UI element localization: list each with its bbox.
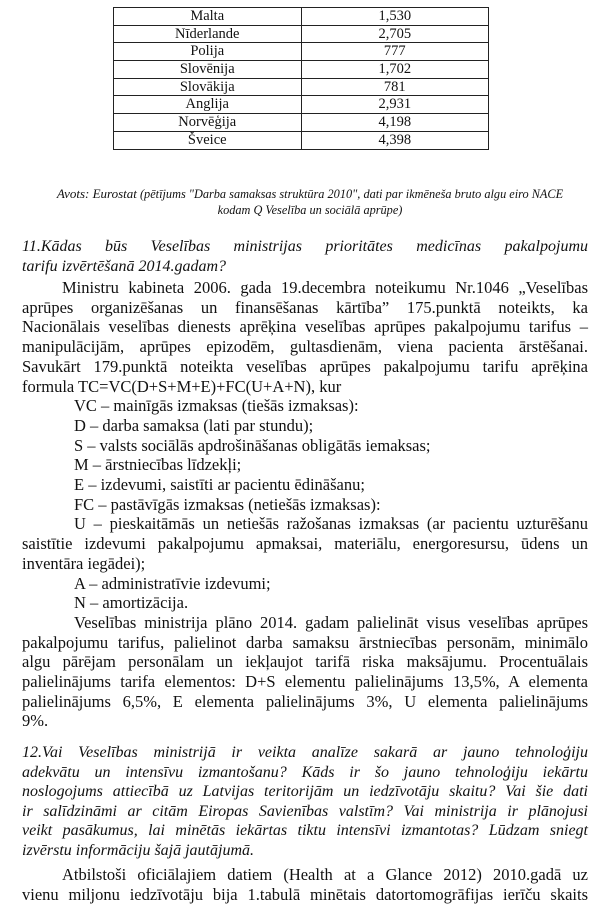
formula-term: VC – mainīgās izmaksas (tiešās izmaksas):: [74, 396, 359, 416]
country-cell: Malta: [114, 8, 302, 26]
table-row: [114, 8, 489, 26]
country-cell: Anglija: [114, 96, 302, 114]
answer-line: pakalpojumu tarifus, palielinot darba samaksu ārstniecības personām, minimālo: [22, 632, 588, 652]
country-cell: Polija: [114, 43, 302, 61]
value-cell: 2,931: [301, 96, 489, 114]
question-12: [22, 743, 588, 861]
table-row: [114, 61, 489, 79]
answer-line: Nacionālais veselības dienests aprēķina veselības aprūpes pakalpojumu tarifus –: [22, 317, 588, 337]
value-cell: 1,530: [301, 8, 489, 26]
question-11: [22, 237, 588, 276]
answer-line: inventāra iegādei);: [22, 553, 146, 573]
table-row: [114, 78, 489, 96]
value-cell: 2,705: [301, 25, 489, 43]
answer-line: Veselības ministrija plāno 2014. gadam palielināt visus veselības aprūpes: [74, 612, 588, 632]
formula-term: A – administratīvie izdevumi;: [74, 573, 271, 593]
question-line: 11.Kādas būs Veselības ministrijas prioritātes medicīnas pakalpojumu: [22, 238, 588, 255]
source-text: kodam Q Veselība un sociālā aprūpe): [217, 203, 403, 217]
country-cell: Slovēnija: [114, 61, 302, 79]
formula-term: E – izdevumi, saistīti ar pacientu ēdināšanu;: [74, 475, 365, 495]
table-row: [114, 131, 489, 149]
formula-term: FC – pastāvīgās izmaksas (netiešās izmaksas):: [74, 494, 381, 514]
question-line: noslogojums attiecībā uz Latvijas teritorijām un iedzīvotāju skaitu? Vai šie dati: [22, 783, 588, 801]
question-line: tarifu izvērtēšanā 2014.gadam?: [22, 257, 226, 275]
answer-line: formula TC=VC(D+S+M+E)+FC(U+A+N), kur: [22, 376, 342, 396]
value-cell: 781: [301, 78, 489, 96]
source-label: Avots: Eurostat: [56, 186, 137, 201]
answer-line: vienu miljonu iedzīvotāju bija 1.tabulā minētais datortomogrāfijas ierīču skaits: [22, 884, 588, 904]
formula-term: S – valsts sociālās apdrošināšanas obligātās iemaksas;: [74, 435, 431, 455]
question-line: veikt pasākumus, lai minētās iekārtas tiktu intensīvi izmantotas? Lūdzam sniegt: [22, 822, 588, 840]
formula-term: M – ārstniecības līdzekļi;: [74, 455, 242, 475]
value-cell: 1,702: [301, 61, 489, 79]
answer-12: [22, 865, 588, 904]
table-row: [114, 43, 489, 61]
answer-line: saistītie izdevumi pakalpojumu apmaksai, materiālu, energoresursu, ūdens un: [22, 534, 588, 554]
answer-line: 9%.: [22, 711, 49, 731]
answer-line: aprūpes organizēšanas un finansēšanas kārtība” 175.punktā noteikts, ka: [22, 297, 588, 317]
country-cell: Nīderlande: [114, 25, 302, 43]
answer-line: algu pārējam personālam un iekļaujot tarifā riska maksājumu. Procentuālais: [22, 652, 588, 672]
value-cell: 4,198: [301, 114, 489, 132]
question-line: izvērstu informāciju šajā jautājumā.: [22, 841, 254, 859]
country-cell: Šveice: [114, 131, 302, 149]
table-row: [114, 25, 489, 43]
country-cell: Slovākija: [114, 78, 302, 96]
answer-line: manipulācijām, aprūpes epizodēm, gultasdienām, viena pacienta ārstēšanai.: [22, 337, 588, 357]
formula-term: N – amortizācija.: [74, 593, 189, 613]
wage-table: [113, 7, 489, 150]
question-line: 12.Vai Veselības ministrijā ir veikta analīze sakarā ar jauno tehnoloģiju: [22, 744, 588, 761]
value-cell: 777: [301, 43, 489, 61]
answer-11: [22, 278, 588, 731]
answer-line: palielinājums tarifa elementos: D+S elementu palielinājums 13,5%, A elementa: [22, 672, 588, 692]
answer-line: Atbilstoši oficiālajiem datiem (Health at a Glance 2012) 2010.gadā uz: [62, 865, 588, 884]
value-cell: 4,398: [301, 131, 489, 149]
formula-term: U – pieskaitāmās un netiešās ražošanas izmaksas (ar pacientu uzturēšanu: [74, 514, 588, 534]
formula-term: D – darba samaksa (lati par stundu);: [74, 415, 314, 435]
answer-line: palielinājums 6,5%, E elementa palielinājums 3%, U elementa palielinājums: [22, 691, 588, 711]
table-row: [114, 114, 489, 132]
question-line: ir salīdzināmi ar citām Eiropas Savienības valstīm? Vai ministrija ir plānojusi: [22, 802, 588, 820]
country-cell: Norvēģija: [114, 114, 302, 132]
table-row: [114, 96, 489, 114]
table-source-note: [30, 186, 590, 218]
answer-line: Ministru kabineta 2006. gada 19.decembra noteikumu Nr.1046 „Veselības: [62, 278, 588, 297]
answer-line: Savukārt 179.punktā noteikta veselības aprūpes pakalpojumu tarifu aprēķina: [22, 356, 588, 376]
source-text: (pētījums "Darba samaksas struktūra 2010", dati par ikmēneša bruto algu eiro NACE: [136, 187, 564, 201]
question-line: adekvātu un intensīvu izmantošanu? Kāds ir šo jauno tehnoloģiju iekārtu: [22, 763, 588, 781]
